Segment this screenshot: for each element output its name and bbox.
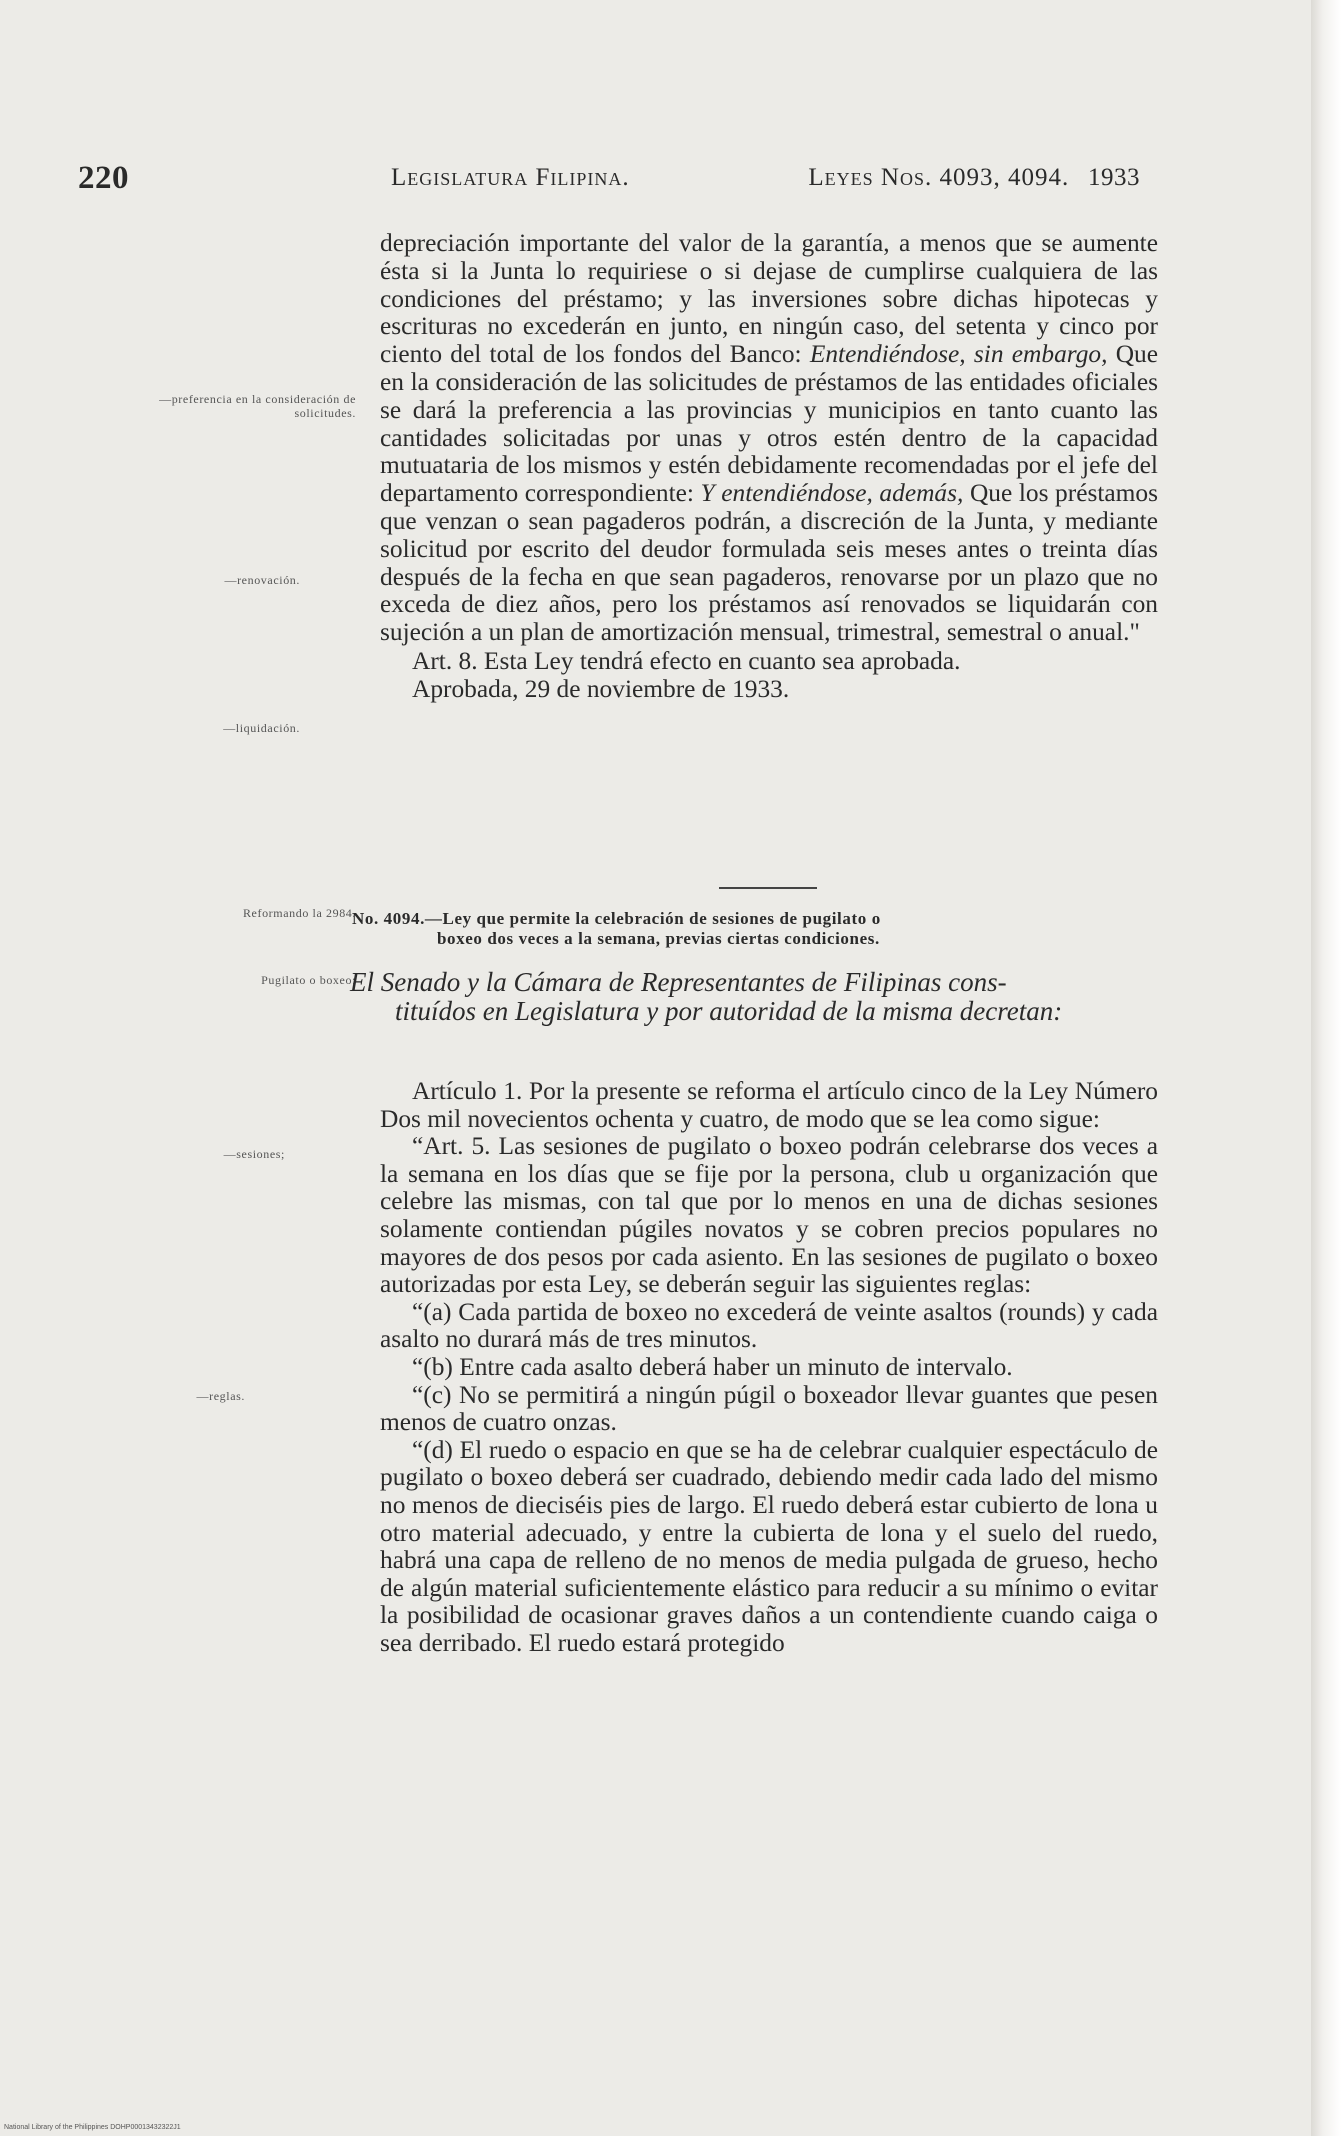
act-title-line-2: boxeo dos veces a la semana, previas ciertas condiciones.	[437, 929, 880, 948]
article-1: Artículo 1. Por la presente se reforma el artículo cinco de la Ley Número Dos mil novecientos ochenta y cuatro, de modo que se lea como sigue:	[380, 1077, 1158, 1133]
enacting-line-1: El Senado y la Cámara de Representantes de Filipinas cons-	[350, 967, 1007, 997]
line-6: ciento del total de los fondos del Banco:	[380, 340, 810, 369]
article-5: “Art. 5. Las sesiones de pugilato o boxeo podrán celebrarse dos veces a la semana en los días que se fije por la persona, club u organización que celebre las mismas, con tal que por lo menos en una de dichas sesiones solamente contiendan púgiles novatos y se cobren precios populares no mayores de dos pesos por cada asiento. En las sesiones de pugilato o boxeo autorizadas por esta Ley, se deberán seguir las siguientes reglas:	[380, 1132, 1158, 1299]
proviso-text-1: Que en la consideración de las solicitudes de préstamos de las entidades oficiales se dará la preferencia a las provincias y municipios en tanto cuanto las cantidades solicitadas por unas y otros estén dentro de la capacidad mutuataria de los mismos y estén debidamente recomendadas por el jefe del departamento correspondiente:	[380, 340, 1159, 508]
running-head: Legislatura Filipina.	[391, 164, 630, 191]
act-4093-continuation	[380, 230, 1158, 704]
sidenote-pugilato: Pugilato o boxeo:	[261, 973, 356, 987]
line-3: de cumplirse cualquiera de las condiciones del préstamo;	[380, 256, 1158, 313]
rule-c: “(c) No se permitirá a ningún púgil o boxeador llevar guantes que pesen menos de cuatro onzas.	[380, 1380, 1158, 1437]
act-4094-body	[380, 1078, 1158, 1657]
enacting-clause	[350, 968, 1158, 1026]
page-header	[78, 160, 1140, 200]
enacting-rest: tituídos en Legislatura y por autoridad de la misma decretan:	[395, 996, 1063, 1026]
rule-a: “(a) Cada partida de boxeo no excederá de veinte asaltos (rounds) y cada asalto no durará más de tres minutos.	[380, 1297, 1158, 1354]
sidenote-reglas: —reglas.	[196, 1389, 245, 1403]
law-numbers: Leyes Nos. 4093, 4094.	[808, 164, 1070, 191]
proviso-text-2: Que los préstamos que venzan o sean pagaderos podrán, a discreción de la Junta, y mediante solicitud por escrito del deudor formulada seis meses antes o treinta días después de la fecha en que sean pagaderos, renovarse por un plazo que no exceda de diez años, pero los préstamos así renovados se liquidarán con sujeción a un plan de amortización mensual, trimestral, semestral o anual."	[380, 479, 1158, 647]
section-divider	[719, 887, 817, 889]
line-5: excederán en junto, en ningún caso, del setenta y cinco por	[522, 312, 1158, 341]
page-edge-shadow	[1311, 0, 1341, 2136]
sidenote-preferencia: —preferencia en la consideración de solicitudes.	[159, 392, 356, 420]
approval-date: Aprobada, 29 de noviembre de 1933.	[412, 674, 790, 703]
sidenote-reformando: Reformando la 2984.	[242, 906, 356, 920]
line-2: que se aumente ésta si la Junta lo requiriese o si dejase	[380, 229, 1158, 285]
year: 1933	[1088, 164, 1140, 191]
page-number: 220	[78, 160, 129, 196]
sidenote-renovacion: —renovación.	[224, 573, 300, 587]
proviso-italic-1: Entendiéndose, sin embargo,	[809, 340, 1108, 369]
article-8: Art. 8. Esta Ley tendrá efecto en cuanto sea aprobada.	[412, 646, 961, 675]
rule-b: “(b) Entre cada asalto deberá haber un minuto de intervalo.	[412, 1352, 1013, 1381]
rule-d: “(d) El ruedo o espacio en que se ha de celebrar cualquier espectáculo de pugilato o boxeo deberá ser cuadrado, debiendo medir cada lado del mismo no menos de dieciséis pies de largo. El ruedo deberá estar cubierto de lona u otro material adecuado, y entre la cubierta de lona y el suelo del ruedo, habrá una capa de relleno de no menos de media pulgada de grueso, hecho de algún material suficientemente elástico para reducir a su mínimo o evitar la posibilidad de ocasionar graves daños a un contendiente cuando caiga o sea derribado. El ruedo estará protegido	[380, 1435, 1158, 1657]
act-4094-title	[352, 909, 1160, 949]
line-1: depreciación importante del valor de la garantía, a menos	[380, 229, 986, 257]
paragraph-loan-conditions	[380, 230, 1158, 647]
proviso-italic-2: Y entendiéndose, además,	[700, 479, 964, 508]
laws-and-year	[796, 164, 1140, 192]
library-footer: National Library of the Philippines DOHP00013432322J1	[4, 2124, 181, 2131]
act-title-line-1: No. 4094.—Ley que permite la celebración de sesiones de pugilato o	[352, 909, 881, 928]
sidenote-liquidacion: —liquidación.	[223, 721, 300, 735]
sidenote-sesiones: —sesiones;	[223, 1147, 285, 1161]
line-4: y las inversiones sobre dichas hipotecas y escrituras no	[380, 284, 1158, 341]
